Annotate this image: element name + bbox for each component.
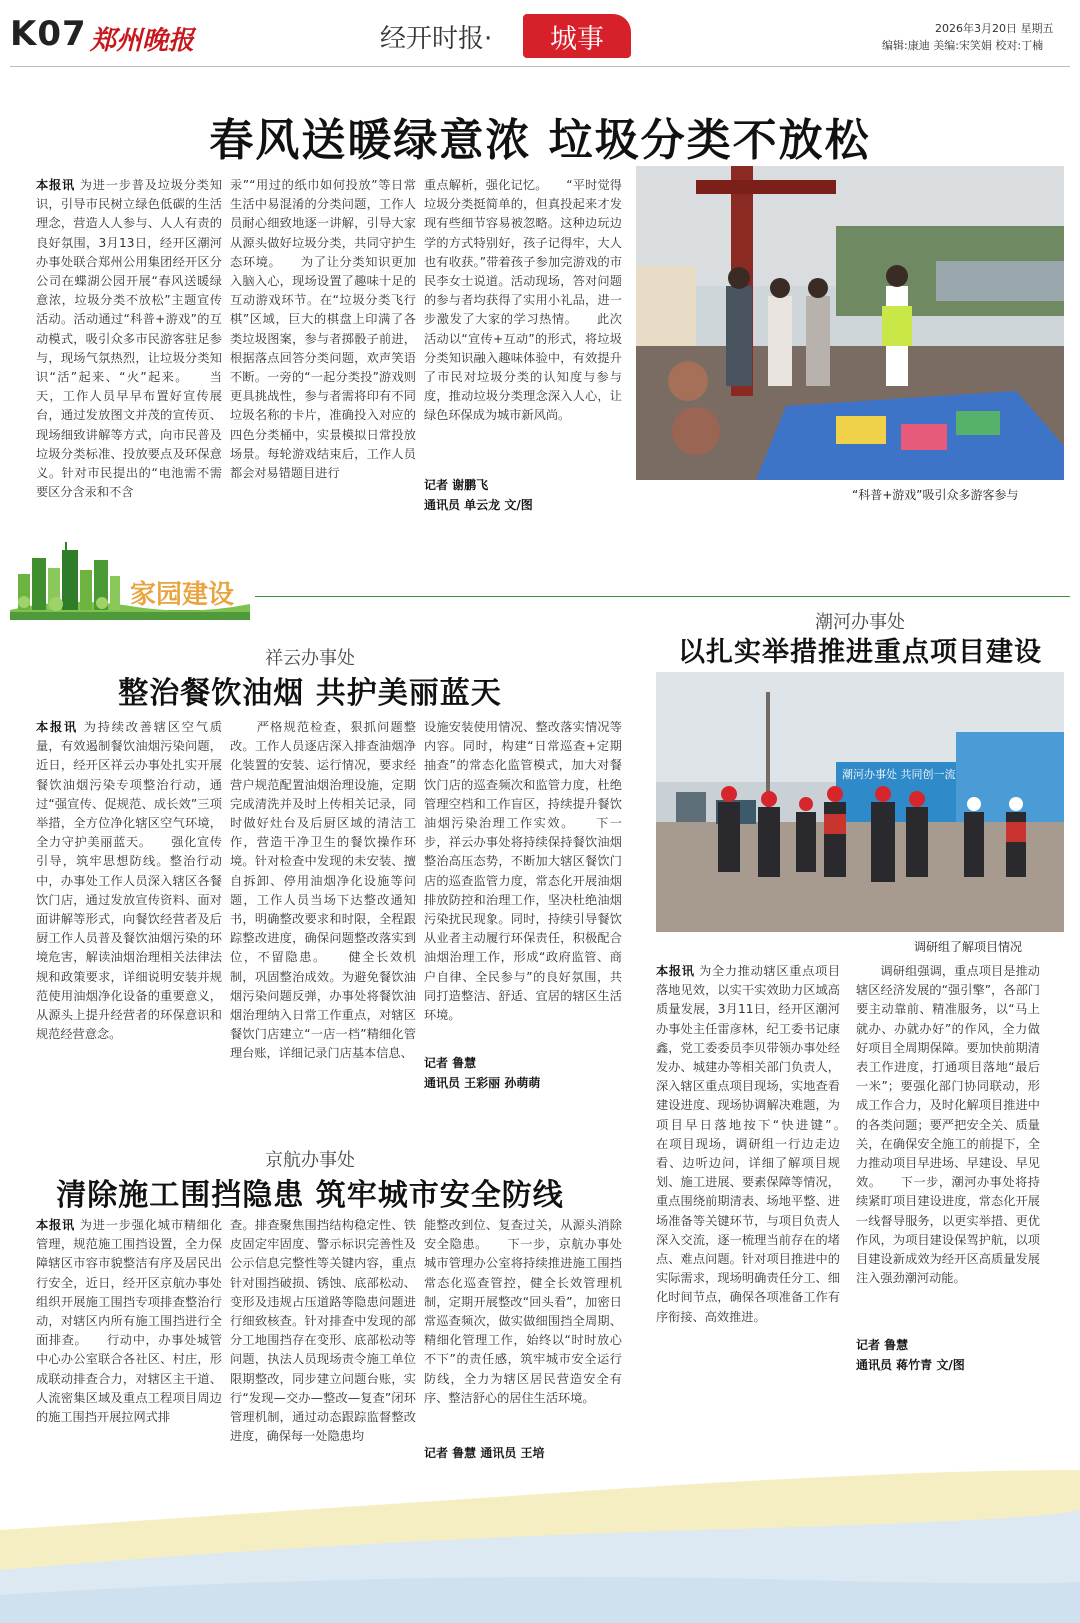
footer-wave-decoration — [0, 1470, 1080, 1623]
jinghang-headline: 清除施工围挡隐患 筑牢城市安全防线 — [56, 1178, 564, 1213]
lead-text-3: 重点解析，强化记忆。 “平时觉得垃圾分类挺简单的，但真投起来才发现有些细节容易被忽略。这种边玩边学的方式特别好，孩子记得牢，大人也有收获。”带着孩子参加完游戏的市民李女士说道。活动现场，答对问题的参与者均获得了实用小礼品，进一步激发了大家的学习热情。 此次活动以“宣传+互动”的形式，将垃圾分类知识融入趣味体验中，有效提升了市民对垃圾分类的认知度与参与度，推动垃圾分类理念深入人心，让绿色环保成为城市新风尚。 — [424, 178, 622, 423]
lead-column-3 — [424, 176, 622, 476]
issue-date: 2026年3月20日 星期五 — [935, 22, 1054, 35]
section-title: 经开时报· — [380, 24, 493, 54]
chaohe-text-2: 调研组强调，重点项目是推动辖区经济发展的“强引擎”，各部门要主动靠前、精准服务，以“马上就办、办就办好”的作风，全力做好项目全周期保障。要加快前期清表工作进度，打通项目落地“最后一米”；要强化部门协同联动，形成工作合力，及时化解项目推进中的各类问题；要严把安全关、质量关，在确保安全施工的前提下，全力推动项目早进场、早建设、早见效。 下一步，潮河办事处将持续紧盯项目建设进度，常态化开展一线督导服务，以更实举措、更优作风，为项目建设保驾护航，以项目建设新成效为经开区高质量发展注入强劲潮河动能。 — [856, 964, 1040, 1286]
xiangyun-column-1 — [36, 718, 222, 1094]
jinghang-kicker: 京航办事处 — [265, 1150, 355, 1171]
chaohe-headline: 以扎实举措推进重点项目建设 — [678, 637, 1042, 668]
chaohe-text-1: 为全力推动辖区重点项目落地见效，以实干实效助力区域高质量发展，3月11日，经开区潮河办事处主任雷彦林，纪工委书记康鑫，党工委委员李贝带领办事处经发办、城建办等相关部门负责人，深入辖区重点项目现场，实地查看建设进度、现场协调解决难题，为项目早日落地按下“快进键”。 在项目现场，调研组一行边走边看、边听边问，详细了解项目规划、施工进展、要素保障等情况，重点围绕前期清表、场地平整、进场准备等关键环节，与项目负责人深入交流，逐一梳理当前存在的堵点、难点问题。针对项目推进中的实际需求，现场明确责任分工、细化时间节点，确保各项准备工作有序衔接、高效推进。 — [656, 964, 840, 1324]
header-divider — [10, 66, 1070, 67]
chaohe-byline-correspondent: 通讯员 蒋竹青 文/图 — [856, 1358, 965, 1372]
xiangyun-text-2: 严格规范检查，狠抓问题整改。工作人员逐店深入排查油烟净化装置的安装、运行情况，要求经营户规范配置油烟治理设施，定期完成清洗并及时上传相关记录，同时做好灶台及后厨区域的清洁工作，营造干净卫生的餐饮操作环境。针对检查中发现的未安装、擅自拆卸、停用油烟净化设施等问题，工作人员当场下达整改通知书，明确整改要求和时限，全程跟踪整改进度，确保问题整改落实到位，不留隐患。 健全长效机制，巩固整治成效。为避免餐饮油烟污染问题反弹，办事处将餐饮油烟治理纳入日常工作重点，对辖区餐饮门店建立“一店一档”精细化管理台账，详细记录门店基本信息、 — [230, 720, 416, 1061]
chaohe-column-1 — [656, 962, 840, 1370]
chaohe-photo-caption: 调研组了解项目情况 — [914, 940, 1023, 954]
jinghang-byline: 记者 鲁慧 通讯员 王培 — [424, 1446, 545, 1460]
jinghang-text-3: 能整改到位、复查过关，从源头消除安全隐患。 下一步，京航办事处城市管理办公室将持续推进施工围挡常态化巡查管控，健全长效管理机制，定期开展整改“回头看”，加密日常巡查频次，做实做细围挡全周期、精细化管理工作，始终以“时时放心不下”的责任感，筑牢城市安全运行防线，全力为辖区居民营造安全有序、整洁舒心的居住生活环境。 — [424, 1218, 622, 1405]
xiangyun-column-2 — [230, 718, 416, 1094]
chaohe-kicker: 潮河办事处 — [815, 612, 905, 633]
jinghang-text-2: 查。排查聚焦围挡结构稳定性、铁皮固定牢固度、警示标识完善性及公示信息完整性等关键内容，重点针对围挡破损、锈蚀、底部松动、变形及违规占压道路等隐患问题进行细致核查。针对排查中发现的部分工地围挡存在变形、底部松动等问题，执法人员现场责令施工单位限期整改，同步建立问题台账，实行“发现—交办—整改—复查”闭环管理机制，通过动态跟踪监督整改进度，确保每一处隐患均 — [230, 1218, 416, 1444]
garbage-sorting-game-photo — [636, 166, 1064, 480]
banner-title: 家园建设 — [130, 580, 235, 610]
chaohe-byline-reporter: 记者 鲁慧 — [856, 1338, 909, 1352]
lead-byline-reporter: 记者 谢鹏飞 — [424, 478, 489, 492]
jinghang-column-1 — [36, 1216, 222, 1464]
project-site-inspection-photo — [656, 672, 1064, 932]
lead-headline: 春风送暖绿意浓 垃圾分类不放松 — [209, 115, 871, 166]
section-badge: 城事 — [523, 14, 631, 58]
wave-graphic — [0, 1470, 1080, 1623]
xiangyun-text-1: 为持续改善辖区空气质量，有效遏制餐饮油烟污染问题，近日，经开区祥云办事处扎实开展餐饮油烟污染专项整治行动，通过“强宣传、促规范、成长效”三项举措，全方位净化辖区空气环境，全力守护美丽蓝天。 强化宣传引导，筑牢思想防线。整治行动中，办事处工作人员深入辖区各餐饮门店，通过发放宣传资料、面对面讲解等形式，向餐饮经营者及后厨工作人员普及餐饮油烟污染的环境危害，解读油烟治理相关法律法规和政策要求，详细说明安装并规范使用油烟净化设备的重要意义，从源头上提升经营者的环保意识和规范经营意念。 — [36, 720, 222, 1042]
jinghang-column-2 — [230, 1216, 416, 1464]
lead-byline-correspondent: 通讯员 单云龙 文/图 — [424, 498, 533, 512]
xiangyun-text-3: 设施安装使用情况、整改落实情况等内容。同时，构建“日常巡查+定期抽查”的常态化监管模式，加大对餐饮门店的巡查频次和监管力度，杜绝管理空档和工作盲区，持续提升餐饮油烟污染治理工作实效。 下一步，祥云办事处将持续保持餐饮油烟整治高压态势，不断加大辖区餐饮门店的巡查监管力度，常态化开展油烟排放防控和治理工作，坚决杜绝油烟污染扰民现象。同时，持续引导餐饮从业者主动履行环保责任，积极配合油烟治理工作，形成“政府监管、商户自律、全民参与”的良好氛围，共同打造整洁、舒适、宜居的辖区生活环境。 — [424, 720, 622, 1023]
xiangyun-dateline: 本报讯 — [36, 720, 79, 734]
jinghang-dateline: 本报讯 — [36, 1218, 76, 1232]
chaohe-dateline: 本报讯 — [656, 964, 695, 978]
banner-divider-line — [255, 596, 1070, 597]
lead-column-1 — [36, 176, 222, 516]
newspaper-masthead-logo: 郑州晚报 — [90, 26, 195, 56]
jinghang-text-1: 为进一步强化城市精细化管理，规范施工围挡设置，全力保障辖区市容市貌整洁有序及居民出行安全，近日，经开区京航办事处组织开展施工围挡专项排查整治行动，对辖区内所有施工围挡进行全面排查。 行动中，办事处城管中心办公室联合各社区、村庄，形成联动排查合力，对辖区主干道、人流密集区域及重点工程项目周边的施工围挡开展拉网式排 — [36, 1218, 222, 1425]
lead-text-2: 汞”“用过的纸巾如何投放”等日常生活中易混淆的分类问题，工作人员耐心细致地逐一讲解，引导大家从源头做好垃圾分类，共同守护生态环境。 为了让分类知识更加入脑入心，现场设置了趣味十足的互动游戏环节。在“垃圾分类飞行棋”区域，巨大的棋盘上印满了各类垃圾图案，参与者掷骰子前进，根据落点回答分类问题，欢声笑语不断。一旁的“一起分类投”游戏则更具挑战性，参与者需将印有不同垃圾名称的卡片，准确投入对应的四色分类桶中，实景模拟日常投放场景。每轮游戏结束后，工作人员都会对易错题目进行 — [230, 178, 416, 481]
site-banner-sign: 潮河办事处 共同创一流 — [842, 768, 956, 781]
lead-text-1: 为进一步普及垃圾分类知识，引导市民树立绿色低碳的生活理念，营造人人参与、人人有责的良好氛围，3月13日，经开区潮河办事处联合郑州公用集团经开区分公司在蝶湖公园开展“春风送暖绿意浓，垃圾分类不放松”主题宣传活动。活动通过“科普+游戏”的互动模式，吸引众多市民游客驻足参与，现场气氛热烈，让垃圾分类知识“活”起来、“火”起来。 当天，工作人员早早布置好宣传展台，通过发放图文并茂的宣传页、现场细致讲解等方式，向市民普及垃圾分类标准、投放要点及环保意义。针对市民提出的“电池需不需要区分含汞和不含 — [36, 178, 222, 500]
chaohe-photo — [656, 672, 1064, 932]
lead-dateline: 本报讯 — [36, 178, 76, 192]
chaohe-column-2 — [856, 962, 1040, 1332]
xiangyun-byline-reporter: 记者 鲁慧 — [424, 1056, 477, 1070]
xiangyun-column-3 — [424, 718, 622, 1052]
page-number: K07 — [10, 14, 87, 54]
xiangyun-headline: 整治餐饮油烟 共护美丽蓝天 — [118, 676, 502, 711]
lead-photo — [636, 166, 1064, 480]
editors-credit: 编辑:康迪 美编:宋笑娟 校对:丁楠 — [882, 39, 1044, 52]
xiangyun-kicker: 祥云办事处 — [265, 648, 355, 669]
xiangyun-byline-correspondent: 通讯员 王彩丽 孙萌萌 — [424, 1076, 541, 1090]
jinghang-column-3 — [424, 1216, 622, 1444]
lead-column-2 — [230, 176, 416, 516]
lead-photo-caption: “科普+游戏”吸引众多游客参与 — [852, 488, 1019, 502]
